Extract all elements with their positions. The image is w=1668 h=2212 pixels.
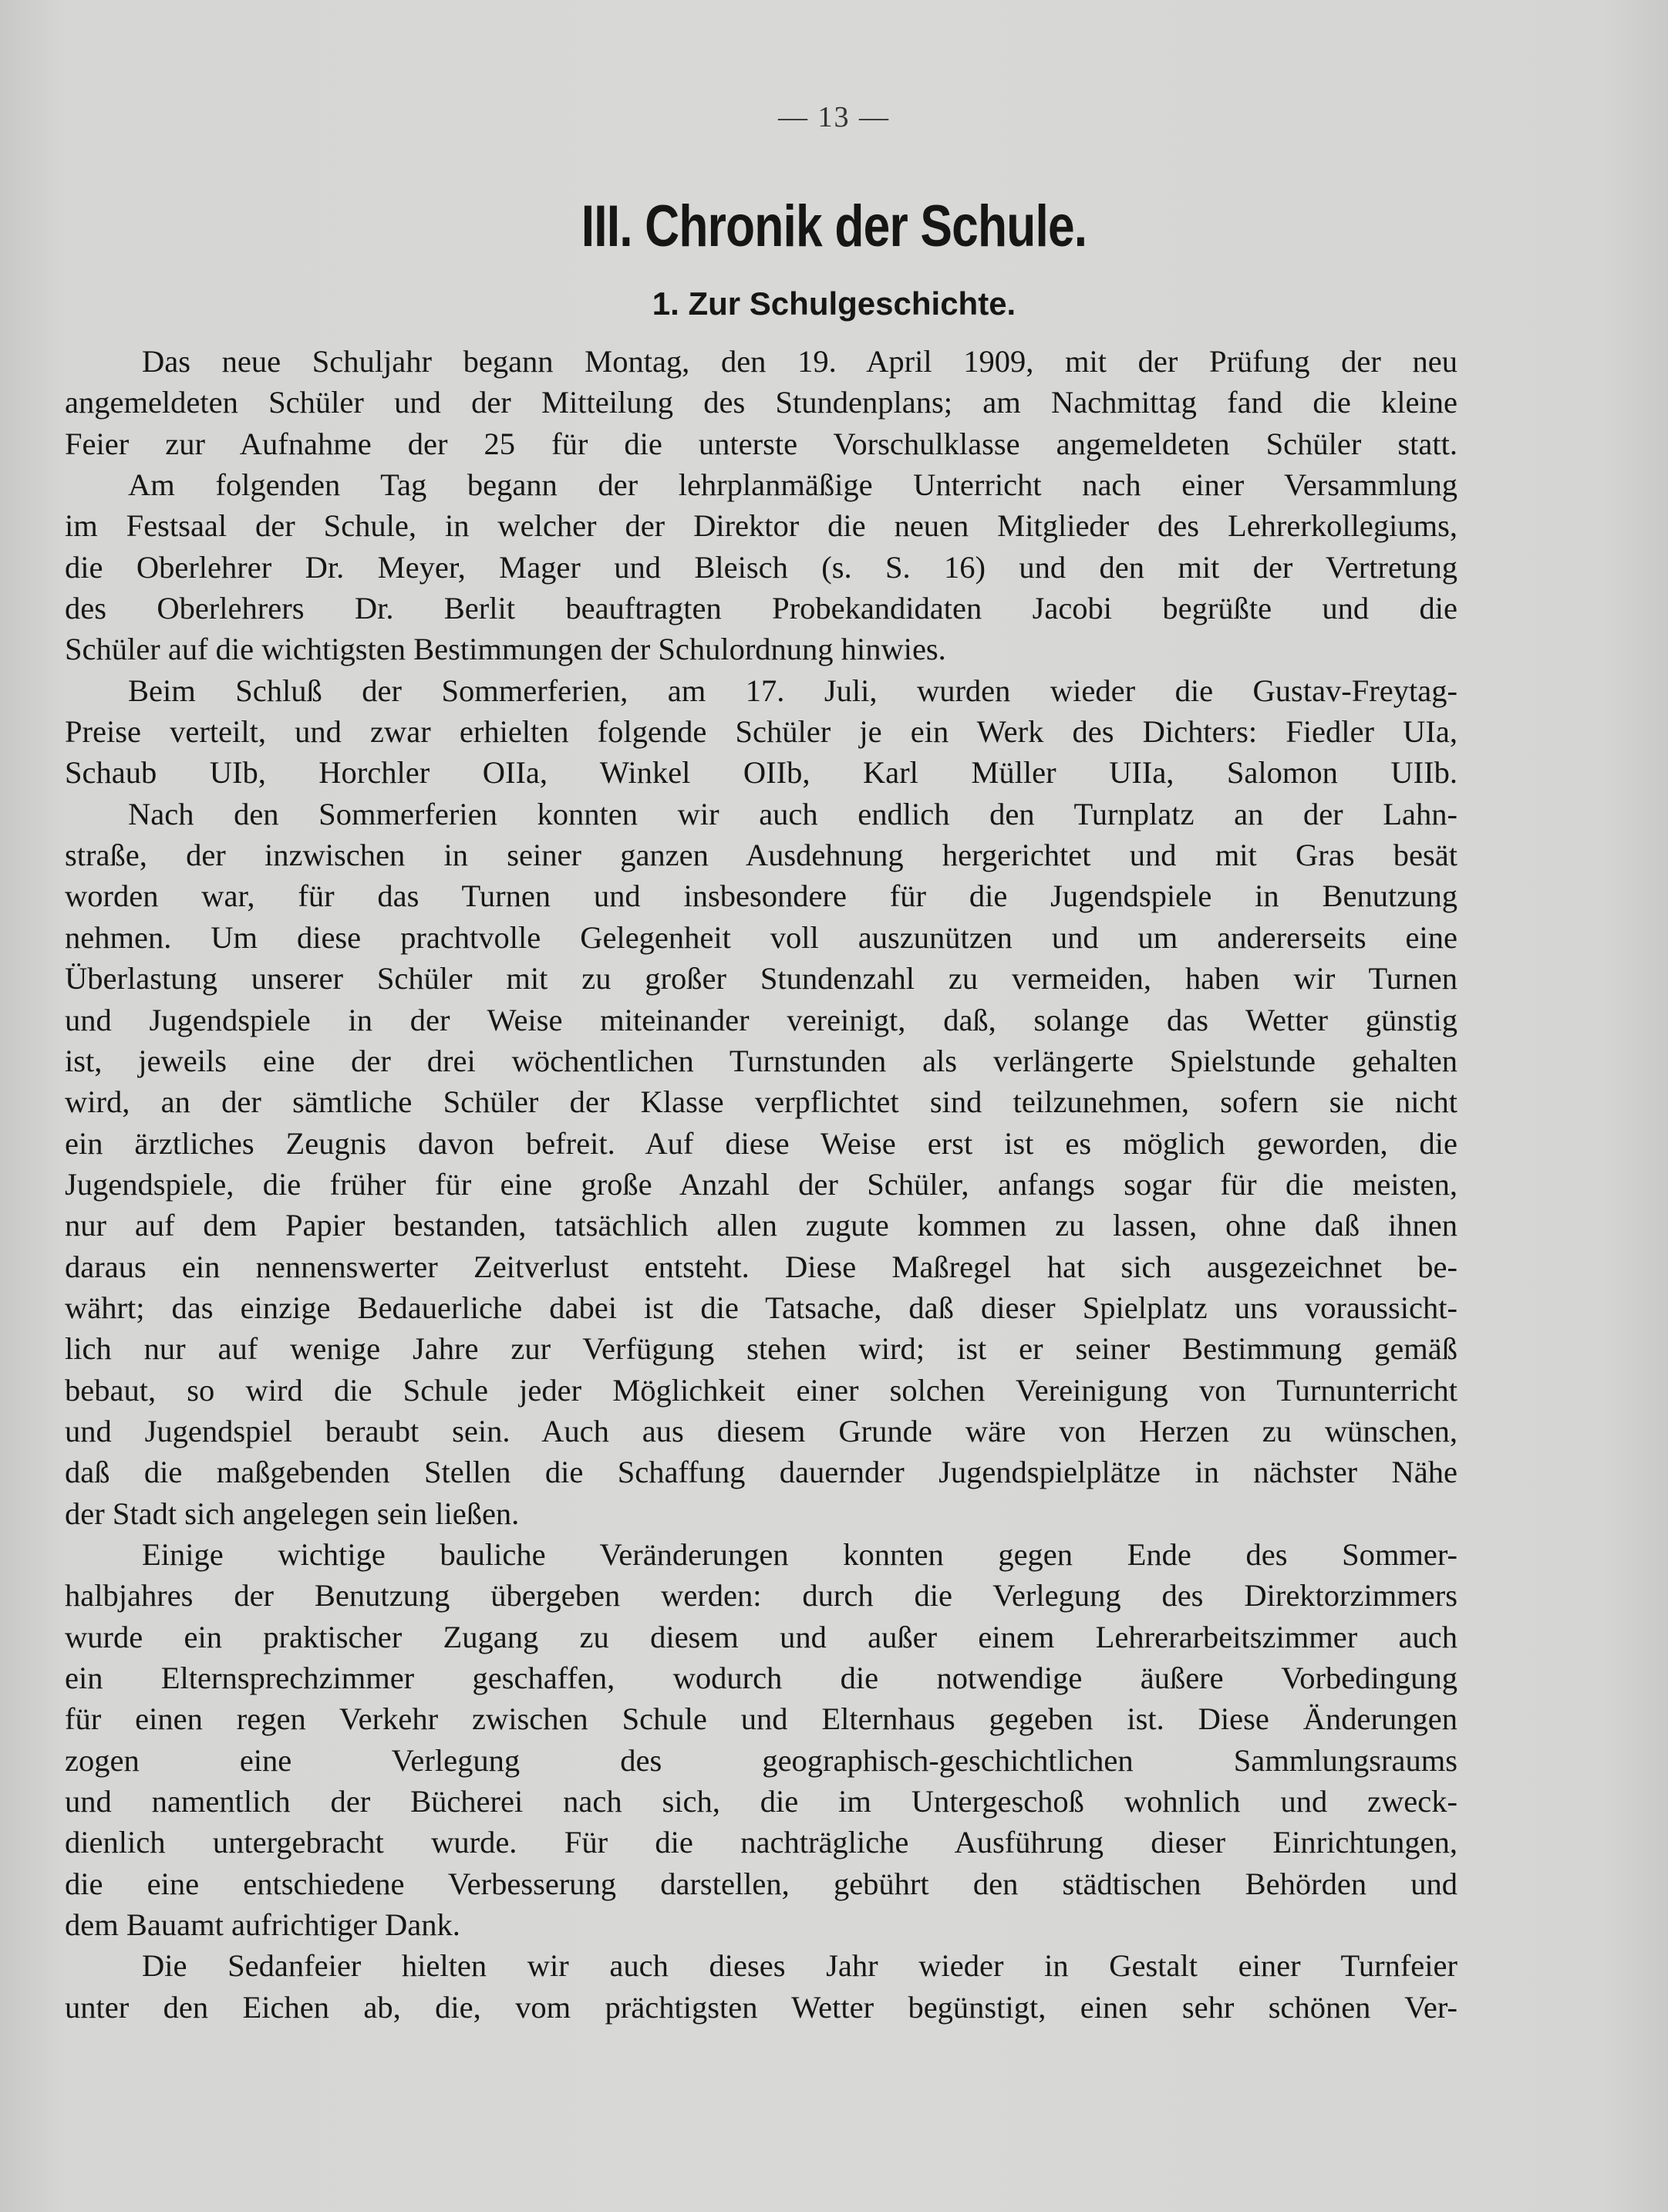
text-line: Einige wichtige bauliche Veränderungen konnten gegen Ende des Sommer-: [142, 1536, 1457, 1572]
text-line: worden war, für das Turnen und insbesondere für die Jugendspiele in Benutzung: [65, 878, 1457, 914]
text-line: des Oberlehrers Dr. Berlit beauftragten Probekandidaten Jacobi begrüßte und die: [65, 591, 1457, 626]
text-line: für einen regen Verkehr zwischen Schule und Elternhaus gegeben ist. Diese Änderungen: [65, 1701, 1457, 1737]
text-line: die eine entschiedene Verbesserung darstellen, gebührt den städtischen Behörden und: [65, 1866, 1457, 1901]
text-line: währt; das einzige Bedauerliche dabei ist die Tatsache, daß dieser Spielplatz uns voraussicht-: [65, 1290, 1457, 1325]
text-line: dem Bauamt aufrichtiger Dank.: [65, 1907, 460, 1943]
text-line: Jugendspiele, die früher für eine große Anzahl der Schüler, anfangs sogar für die meisten,: [65, 1166, 1457, 1202]
text-line: straße, der inzwischen in seiner ganzen Ausdehnung hergerichtet und mit Gras besät: [65, 838, 1457, 873]
text-line: daraus ein nennenswerter Zeitverlust entsteht. Diese Maßregel hat sich ausgezeichnet be-: [65, 1249, 1457, 1284]
text-line: lich nur auf wenige Jahre zur Verfügung stehen wird; ist er seiner Bestimmung gemäß: [65, 1331, 1457, 1367]
text-line: nur auf dem Papier bestanden, tatsächlich allen zugute kommen zu lassen, ohne daß ihnen: [65, 1208, 1457, 1243]
text-line: Schaub UIb, Horchler OIIa, Winkel OIIb, Karl Müller UIIa, Salomon UIIb.: [65, 755, 1457, 791]
body-text: [65, 341, 1457, 2028]
text-line: die Oberlehrer Dr. Meyer, Mager und Bleisch (s. S. 16) und den mit der Vertretung: [65, 549, 1457, 585]
text-line: angemeldeten Schüler und der Mitteilung des Stundenplans; am Nachmittag fand die kleine: [65, 385, 1457, 420]
text-line: Preise verteilt, und zwar erhielten folgende Schüler je ein Werk des Dichters: Fiedler UIa,: [65, 714, 1457, 750]
text-line: halbjahres der Benutzung übergeben werden: durch die Verlegung des Direktorzimmers: [65, 1578, 1457, 1613]
text-line: Überlastung unserer Schüler mit zu großer Stundenzahl zu vermeiden, haben wir Turnen: [65, 961, 1457, 996]
text-line: ein Elternsprechzimmer geschaffen, wodurch die notwendige äußere Vorbedingung: [65, 1661, 1457, 1695]
text-line: und Jugendspiel beraubt sein. Auch aus diesem Grunde wäre von Herzen zu wünschen,: [65, 1413, 1457, 1448]
text-line: und namentlich der Bücherei nach sich, die im Untergeschoß wohnlich und zweck-: [65, 1784, 1457, 1819]
text-line: der Stadt sich angelegen sein ließen.: [65, 1495, 520, 1531]
text-line: wird, an der sämtliche Schüler der Klasse verpflichtet sind teilzunehmen, sofern sie nicht: [65, 1084, 1457, 1120]
text-line: zogen eine Verlegung des geographisch-geschichtlichen Sammlungsraums: [65, 1742, 1457, 1778]
text-line: Das neue Schuljahr begann Montag, den 19. April 1909, mit der Prüfung der neu: [142, 344, 1457, 379]
text-line: nehmen. Um diese prachtvolle Gelegenheit voll auszunützen und um andererseits eine: [65, 919, 1457, 955]
text-line: Nach den Sommerferien konnten wir auch endlich den Turnplatz an der Lahn-: [128, 796, 1457, 831]
text-line: Beim Schluß der Sommerferien, am 17. Juli, wurden wieder die Gustav-Freytag-: [128, 673, 1457, 708]
text-line: wurde ein praktischer Zugang zu diesem und außer einem Lehrerarbeitszimmer auch: [65, 1619, 1457, 1654]
text-line: im Festsaal der Schule, in welcher der Direktor die neuen Mitglieder des Lehrerkollegiums,: [65, 508, 1457, 544]
text-line: dienlich untergebracht wurde. Für die nachträgliche Ausführung dieser Einrichtungen,: [65, 1825, 1457, 1860]
section-heading: 1. Zur Schulgeschichte.: [652, 285, 1016, 322]
page-number: — 13 —: [778, 101, 890, 133]
text-line: Schüler auf die wichtigsten Bestimmungen der Schulordnung hinwies.: [65, 632, 946, 667]
text-line: und Jugendspiele in der Weise miteinander vereinigt, daß, solange das Wetter günstig: [65, 1002, 1457, 1037]
text-line: Die Sedanfeier hielten wir auch dieses Jahr wieder in Gestalt einer Turnfeier: [142, 1948, 1457, 1984]
text-line: daß die maßgebenden Stellen die Schaffung dauernder Jugendspielplätze in nächster Nähe: [65, 1455, 1457, 1490]
text-line: bebaut, so wird die Schule jeder Möglichkeit einer solchen Vereinigung von Turnunterricht: [65, 1372, 1457, 1408]
text-line: ein ärztliches Zeugnis davon befreit. Auf diese Weise erst ist es möglich geworden, die: [65, 1125, 1457, 1161]
text-line: Feier zur Aufnahme der 25 für die unterste Vorschulklasse angemeldeten Schüler statt.: [65, 426, 1457, 461]
text-line: Am folgenden Tag begann der lehrplanmäßige Unterricht nach einer Versammlung: [128, 467, 1457, 503]
text-line: ist, jeweils eine der drei wöchentlichen Turnstunden als verlängerte Spielstunde gehalten: [65, 1043, 1457, 1078]
chapter-title: III. Chronik der Schule.: [581, 194, 1087, 259]
text-line: unter den Eichen ab, die, vom prächtigsten Wetter begünstigt, einen sehr schönen Ver-: [65, 1989, 1457, 2025]
